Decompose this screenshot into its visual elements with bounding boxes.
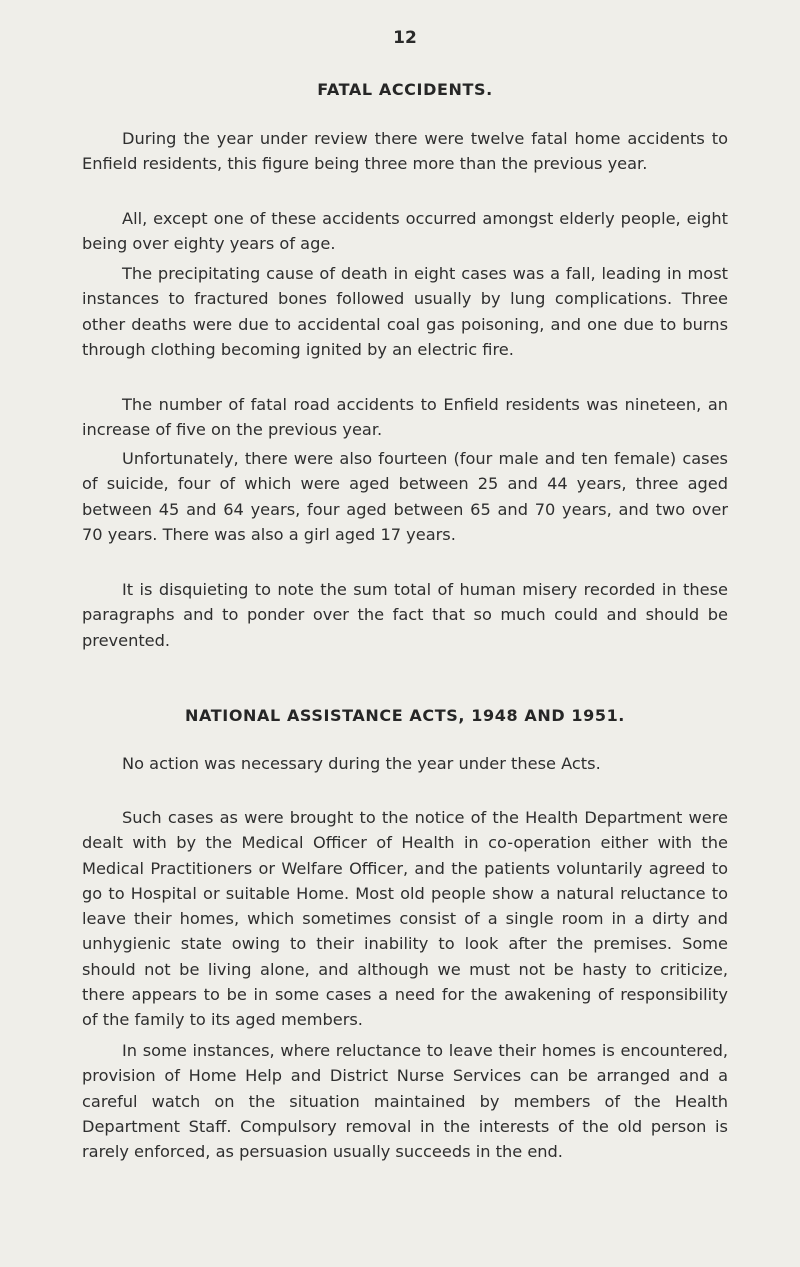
paragraph: All, except one of these accidents occurred amongst elderly people, eight being over eighty years of age.: [82, 209, 728, 254]
paragraph: Unfortunately, there were also fourteen (four male and ten female) cases of suicide, four of which were aged between 25 and 44 years, three aged between 45 and 64 years, four aged between 65 and 70 years, and two over 70 years. There was also a girl aged 17 years.: [82, 449, 728, 544]
section-heading-fatal-accidents: FATAL ACCIDENTS.: [317, 80, 493, 99]
paragraph: In some instances, where reluctance to leave their homes is encountered, provision of Home Help and District Nurse Services can be arranged and a careful watch on the situation maintained by members of the Health Department Staff. Compulsory removal in the interests of the old person is rarely enforced, as persuasion usually succeeds in the end.: [82, 1041, 728, 1162]
paragraph: It is disquieting to note the sum total of human misery recorded in these paragraphs and to ponder over the fact that so much could and should be prevented.: [82, 580, 728, 650]
paragraph: During the year under review there were twelve fatal home accidents to Enfield residents, this figure being three more than the previous year.: [82, 129, 728, 174]
page-number: 12: [393, 28, 417, 48]
paragraph: The precipitating cause of death in eight cases was a fall, leading in most instances to fractured bones followed usually by lung complications. Three other deaths were due to accidental coal gas poisoning, and one due to burns through clothing becoming ignited by an electric fire.: [82, 264, 728, 359]
section-heading-national-assistance-acts: NATIONAL ASSISTANCE ACTS, 1948 AND 1951.: [185, 706, 625, 725]
paragraph: No action was necessary during the year under these Acts.: [122, 754, 601, 773]
paragraph: Such cases as were brought to the notice of the Health Department were dealt with by the Medical Officer of Health in co-operation either with the Medical Practitioners or Welfare Officer, and the patients voluntarily agreed to go to Hospital or suitable Home. Most old people show a natural reluctance to leave their homes, which sometimes consist of a single room in a dirty and unhygienic state owing to their inability to look after the premises. Some should not be living alone, and although we must not be hasty to criticize, there appears to be in some cases a need for the awakening of responsibility of the family to its aged members.: [82, 808, 728, 1030]
paragraph: The number of fatal road accidents to Enfield residents was nineteen, an increase of five on the previous year.: [82, 395, 728, 440]
